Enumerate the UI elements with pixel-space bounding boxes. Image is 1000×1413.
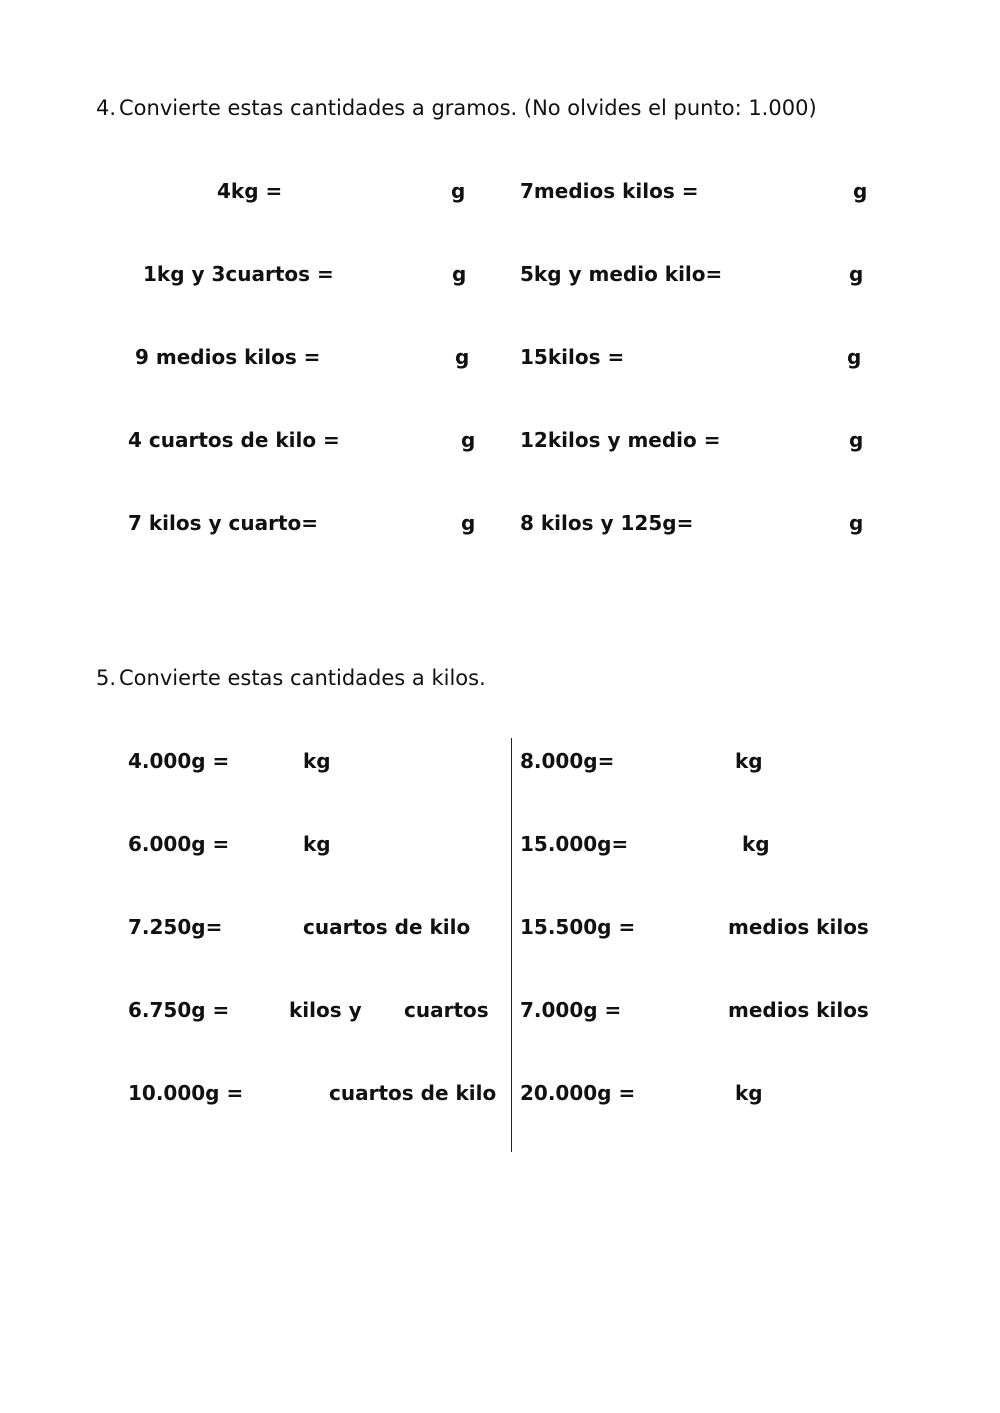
s4-row3-right-expression: 15kilos = (520, 345, 625, 369)
s5-row3-right-expression: 15.500g = (520, 915, 636, 939)
s4-row5-right-expression: 8 kilos y 125g= (520, 511, 694, 535)
s5-row2-right-expression: 15.000g= (520, 832, 629, 856)
s4-row5-left-unit: g (461, 511, 476, 535)
s5-row3-right-unit: medios kilos (728, 915, 869, 939)
s4-row5-right-unit: g (849, 511, 864, 535)
s4-row2-left-expression: 1kg y 3cuartos = (143, 262, 334, 286)
s4-row1-right-expression: 7medios kilos = (520, 179, 699, 203)
s4-row1-left-unit: g (451, 179, 466, 203)
s5-row1-right-expression: 8.000g= (520, 749, 615, 773)
s5-row4-left-unit: kilos y (289, 998, 362, 1022)
s5-row4-left-unit-2: cuartos (404, 998, 489, 1022)
s5-row5-right-unit: kg (735, 1081, 763, 1105)
s5-row3-left-unit: cuartos de kilo (303, 915, 471, 939)
s5-row3-left-expression: 7.250g= (128, 915, 223, 939)
section-5-number: 5. (96, 666, 117, 690)
s4-row4-right-expression: 12kilos y medio = (520, 428, 721, 452)
s5-row5-right-expression: 20.000g = (520, 1081, 636, 1105)
s4-row4-left-unit: g (461, 428, 476, 452)
s4-row2-left-unit: g (452, 262, 467, 286)
s4-row2-right-expression: 5kg y medio kilo= (520, 262, 723, 286)
s5-row1-left-unit: kg (303, 749, 331, 773)
s5-row4-right-unit: medios kilos (728, 998, 869, 1022)
section-4-title: Convierte estas cantidades a gramos. (No olvides el punto: 1.000) (119, 96, 817, 120)
s5-row5-left-unit: cuartos de kilo (329, 1081, 497, 1105)
s5-row4-right-expression: 7.000g = (520, 998, 622, 1022)
s5-row1-left-expression: 4.000g = (128, 749, 230, 773)
s5-row1-right-unit: kg (735, 749, 763, 773)
s4-row2-right-unit: g (849, 262, 864, 286)
s5-row2-right-unit: kg (742, 832, 770, 856)
s4-row3-left-expression: 9 medios kilos = (135, 345, 321, 369)
s4-row4-right-unit: g (849, 428, 864, 452)
s4-row5-left-expression: 7 kilos y cuarto= (128, 511, 319, 535)
s4-row1-left-expression: 4kg = (217, 179, 283, 203)
s5-row5-left-expression: 10.000g = (128, 1081, 244, 1105)
s5-row4-left-expression: 6.750g = (128, 998, 230, 1022)
s4-row3-left-unit: g (455, 345, 470, 369)
s4-row1-right-unit: g (853, 179, 868, 203)
s5-row2-left-unit: kg (303, 832, 331, 856)
section-5-title: Convierte estas cantidades a kilos. (119, 666, 486, 690)
section-4-number: 4. (96, 96, 117, 120)
s5-row2-left-expression: 6.000g = (128, 832, 230, 856)
s4-row3-right-unit: g (847, 345, 862, 369)
column-divider (511, 738, 512, 1152)
s4-row4-left-expression: 4 cuartos de kilo = (128, 428, 340, 452)
